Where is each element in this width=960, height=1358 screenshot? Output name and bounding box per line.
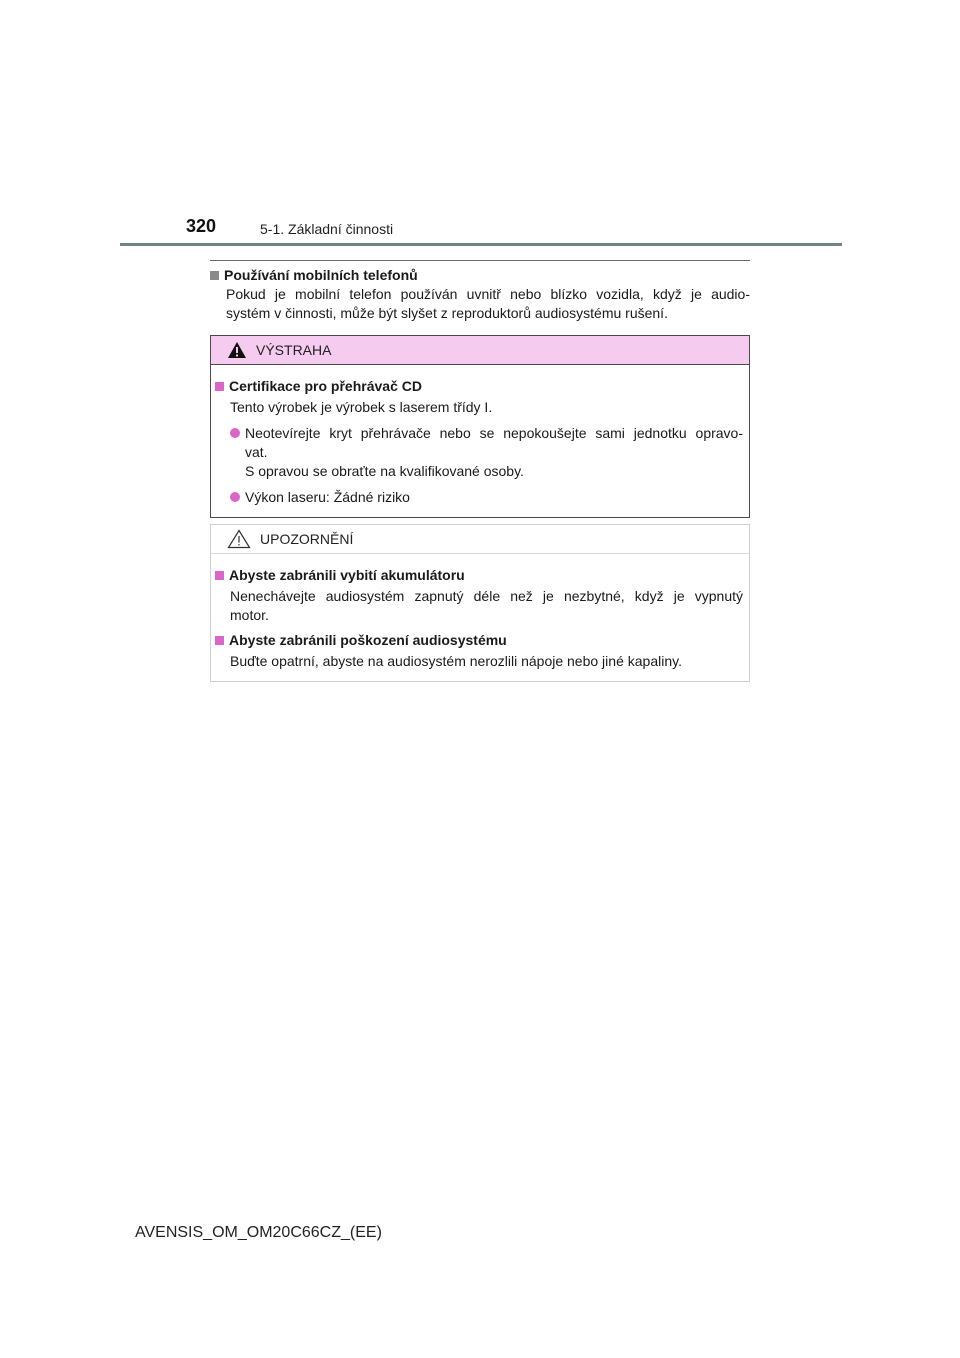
section-title: 5-1. Základní činnosti — [260, 221, 394, 237]
document-code: AVENSIS_OM_OM20C66CZ_(EE) — [135, 1224, 382, 1241]
caution-title: UPOZORNĚNÍ — [260, 531, 354, 547]
warning-bullet-1-line-2: vat. — [245, 444, 268, 460]
mobile-phones-heading — [210, 266, 750, 285]
caution-box-body — [211, 554, 749, 681]
mobile-phones-heading-text: Používání mobilních telefonů — [224, 267, 418, 283]
warning-item-text: Tento výrobek je výrobek s laserem třídy I. — [230, 399, 493, 415]
warning-box-body — [211, 365, 749, 517]
caution-item-2-heading — [215, 631, 743, 650]
mobile-phones-line-1: Pokud je mobilní telefon používán uvnitř nebo blízko vozidla, když je audio- — [226, 286, 750, 302]
caution-item-1-line-1: Nenechávejte audiosystém zapnutý déle než je nezbytné, když je vypnutý — [230, 588, 743, 604]
square-bullet-icon — [215, 636, 224, 645]
square-bullet-icon — [215, 571, 224, 580]
caution-item-1-heading-text: Abyste zabránili vybití akumulátoru — [229, 567, 465, 583]
warning-triangle-icon — [227, 341, 247, 359]
caution-box — [210, 524, 750, 682]
caution-item-1-heading — [215, 566, 743, 585]
warning-bullet-1 — [215, 424, 743, 481]
warning-bullet-1-line-1: Neotevírejte kryt přehrávače nebo se nepokoušejte sami jednotku opravo- — [245, 425, 743, 441]
header-rule — [120, 243, 842, 246]
warning-bullet-1-text — [245, 424, 743, 481]
caution-box-header — [211, 525, 749, 554]
mobile-phones-line-2: systém v činnosti, může být slyšet z reproduktorů audiosystému rušení. — [226, 305, 668, 321]
caution-item-1-line-2: motor. — [230, 607, 269, 623]
page-number: 320 — [186, 216, 217, 236]
warning-box-header — [211, 336, 749, 365]
circle-bullet-icon — [230, 428, 240, 438]
warning-box — [210, 335, 750, 518]
caution-triangle-icon — [227, 529, 251, 549]
warning-bullet-1-line-3: S opravou se obraťte na kvalifikované osoby. — [245, 463, 524, 479]
warning-item-heading-text: Certifikace pro přehrávač CD — [229, 378, 422, 394]
caution-item-2-text: Buďte opatrní, abyste na audiosystém nerozlili nápoje nebo jiné kapaliny. — [230, 653, 682, 669]
warning-bullet-2 — [215, 488, 743, 507]
square-bullet-icon — [215, 382, 224, 391]
warning-title: VÝSTRAHA — [256, 342, 332, 358]
caution-item-2-heading-text: Abyste zabránili poškození audiosystému — [229, 632, 507, 648]
content-rule — [210, 260, 750, 261]
circle-bullet-icon — [230, 492, 240, 502]
warning-item-heading — [215, 377, 743, 396]
warning-bullet-2-text: Výkon laseru: Žádné riziko — [245, 489, 410, 505]
square-bullet-icon — [210, 271, 219, 280]
mobile-phones-section — [210, 266, 750, 323]
